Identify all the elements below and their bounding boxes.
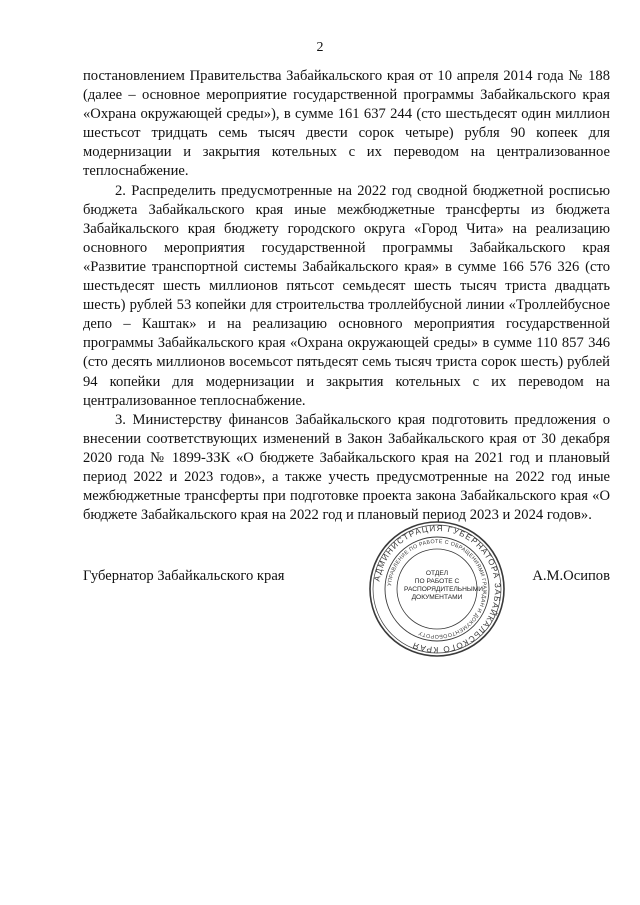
stamp-inner-text: УПРАВЛЕНИЕ ПО РАБОТЕ С ОБРАЩЕНИЯМИ ГРАЖДАН И ДОКУМЕНТООБОРОТУ <box>387 538 488 640</box>
official-stamp <box>368 520 506 658</box>
document-body <box>83 67 610 525</box>
signatory-name: А.М.Осипов <box>532 568 610 584</box>
stamp-outer-text: АДМИНИСТРАЦИЯ ГУБЕРНАТОРА ЗАБАЙКАЛЬСКОГО КРАЯ <box>372 523 503 655</box>
page-number: 2 <box>316 40 324 55</box>
stamp-center-text: ОТДЕЛ ПО РАБОТЕ С РАСПОРЯДИТЕЛЬНЫМИ ДОКУМЕНТАМИ <box>404 570 483 601</box>
paragraph-3: 3. Министерству финансов Забайкальского края подготовить предложения о внесении соответствующих изменений в Закон Забайкальского края от 30 декабря 2020 года № 1899-ЗЗК «О бюджете Забайкальского края на 2021 год и плановый период 2022 и 2023 годов», а также учесть предусмотренные на 2022 год иные межбюджетные трансферты при подготовке проекта закона Забайкальского края «О бюджете Забайкальского края на 2022 год и плановый период 2023 и 2024 годов». <box>83 411 610 524</box>
paragraph-2: 2. Распределить предусмотренные на 2022 год сводной бюджетной росписью бюджета Забайкальского края иные межбюджетные трансферты из бюджета Забайкальского края бюджету городского округа «Город Чита» на реализацию основного мероприятия государственной программы Забайкальского края «Развитие транспортной системы Забайкальского края» в сумме 166 576 326 (сто шестьдесят шесть миллионов пятьсот семьдесят шесть тысяч триста двадцать шесть) рублей 53 копейки для строительства троллейбусной линии «Троллейбусное депо – Каштак» и на реализацию основного мероприятия государственной программы Забайкальского края «Охрана окружающей среды» в сумме 110 857 346 (сто десять миллионов восемьсот пятьдесят семь тысяч триста сорок шесть) рублей 94 копейки для модернизации и закрытия котельных с их переводом на централизованное теплоснабжение. <box>83 182 610 409</box>
signatory-title: Губернатор Забайкальского края <box>83 568 285 584</box>
paragraph-continuation: постановлением Правительства Забайкальского края от 10 апреля 2014 года № 188 (далее – основное мероприятие государственной программы Забайкальского края «Охрана окружающей среды»), в сумме 161 637 244 (сто шестьдесят один миллион шестьсот тридцать семь тысяч двести сорок четыре) рубля 90 копеек для модернизации и закрытия котельных с их переводом на централизованное теплоснабжение. <box>83 68 610 180</box>
